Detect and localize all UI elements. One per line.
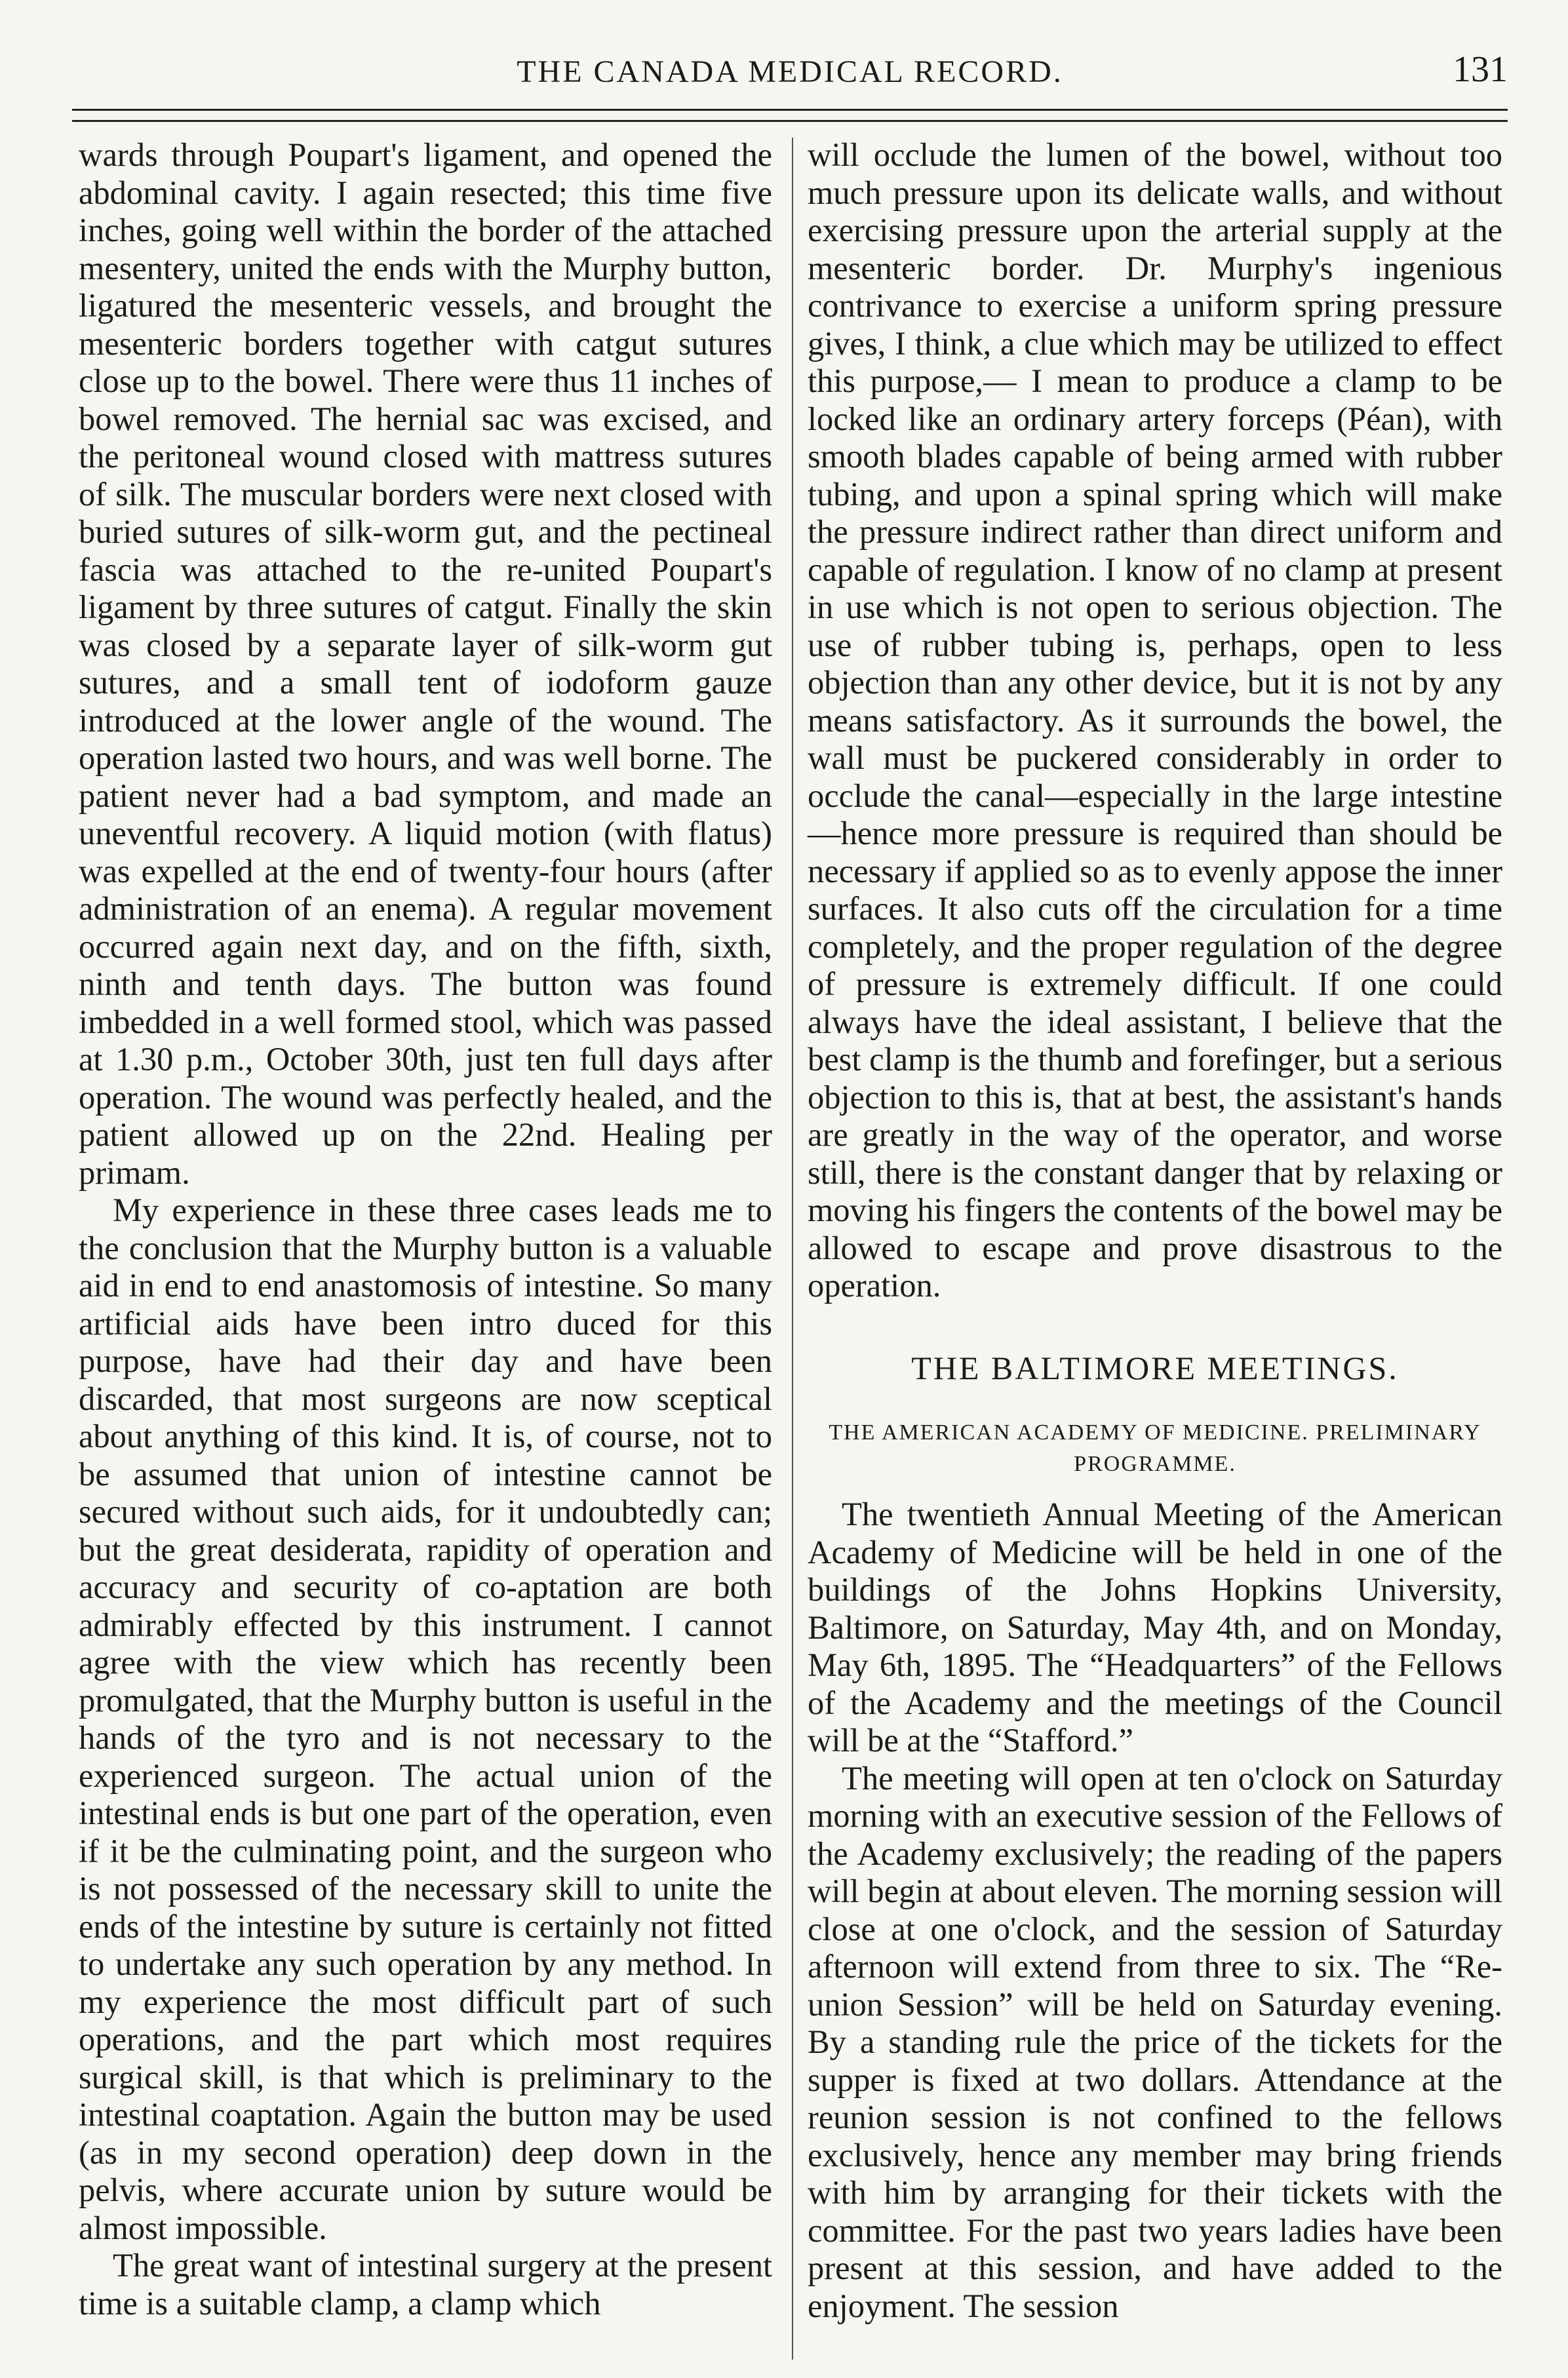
paragraph-case-report: wards through Poupart's ligament, and opened the abdominal cavity. I again resected; this time five inches, going well within the border of the attached mesentery, united the ends with the Murphy button, ligatured the mesenteric vessels, and brought the mesenteric borders together with catgut sutures close up to the bowel. There were thus 11 inches of bowel removed. The hernial sac was excised, and the peritoneal wound closed with mattress sutures of silk. The muscular borders were next closed with buried sutures of silk-worm gut, and the pectineal fascia was attached to the re-united Poupart's ligament by three sutures of catgut. Finally the skin was closed by a separate layer of silk-worm gut sutures, and a small tent of iodoform gauze introduced at the lower angle of the wound. The operation lasted two hours, and was well borne. The patient never had a bad symptom, and made an uneventful recovery. A liquid motion (with flatus) was expelled at the end of twenty-four hours (after administration of an enema). A regular movement occurred again next day, and on the fifth, sixth, ninth and tenth days. The button was found imbedded in a well formed stool, which was passed at 1.30 p.m., October 30th, just ten full days after operation. The wound was perfectly healed, and the patient allowed up on the 22nd. Healing per primam. (79, 136, 772, 1191)
paragraph-experience: My experience in these three cases leads me to the conclusion that the Murphy button is a valuable aid in end to end anastomosis of intestine. So many artificial aids have been intro duced for this purpose, have had their day and have been discarded, that most surgeons are now sceptical about anything of this kind. It is, of course, not to be assumed that union of intestine cannot be secured without such aids, for it undoubtedly can; but the great desiderata, rapidity of operation and accuracy and security of co-aptation are both admirably effected by this instrument. I cannot agree with the view which has recently been promulgated, that the Murphy button is useful in the hands of the tyro and is not necessary to the experienced surgeon. The actual union of the intestinal ends is but one part of the operation, even if it be the culminating point, and the surgeon who is not possessed of the necessary skill to unite the ends of the intestine by suture is certainly not fitted to undertake any such operation by any method. In my experience the most difficult part of such operations, and the part which most requires surgical skill, is that which is preliminary to the intestinal coaptation. Again the button may be used (as in my second operation) deep down in the pelvis, where accurate union by suture would be almost impossible. (79, 1192, 772, 2246)
left-column (79, 136, 772, 2322)
right-column (808, 136, 1502, 2325)
column-divider (792, 138, 793, 2360)
header-rule (72, 109, 1508, 122)
running-head (72, 49, 1508, 101)
journal-title: THE CANADA MEDICAL RECORD. (517, 54, 1063, 89)
paragraph-meeting-announcement: The twentieth Annual Meeting of the American Academy of Medicine will be held in one of the buildings of the Johns Hopkins University, Baltimore, on Saturday, May 4th, and on Monday, May 6th, 1895. The “Headquarters” of the Fellows of the Academy and the meetings of the Council will be at the “Stafford.” (808, 1496, 1502, 1759)
page-number: 131 (1453, 49, 1508, 90)
paragraph-clamp-intro: The great want of intestinal surgery at the present time is a suitable clamp, a clamp which (79, 2247, 772, 2322)
section-subhead: THE AMERICAN ACADEMY OF MEDICINE. PRELIMINARY PROGRAMME. (829, 1420, 1481, 1476)
paragraph-clamp-continued: will occlude the lumen of the bowel, without too much pressure upon its delicate walls, and without exercising pressure upon the arterial supply at the mesenteric border. Dr. Murphy's ingenious contrivance to exercise a uniform spring pressure gives, I think, a clue which may be utilized to effect this purpose,— I mean to produce a clamp to be locked like an ordinary artery forceps (Péan), with smooth blades capable of being armed with rubber tubing, and upon a spinal spring which will make the pressure indirect rather than direct uniform and capable of regulation. I know of no clamp at present in use which is not open to serious objection. The use of rubber tubing is, perhaps, open to less objection than any other device, but it is not by any means satisfactory. As it surrounds the bowel, the wall must be puckered considerably in order to occlude the canal—especially in the large intestine—hence more pressure is required than should be necessary if applied so as to evenly appose the inner surfaces. It also cuts off the circulation for a time completely, and the proper regulation of the degree of pressure is extremely difficult. If one could always have the ideal assistant, I believe that the best clamp is the thumb and forefinger, but a serious objection to this is, that at best, the assistant's hands are greatly in the way of the operator, and worse still, there is the constant danger that by relaxing or moving his fingers the contents of the bowel may be allowed to escape and prove disastrous to the operation. (808, 136, 1502, 1304)
paragraph-meeting-schedule: The meeting will open at ten o'clock on Saturday morning with an executive session of the Fellows of the Academy exclusively; the reading of the papers will begin at about eleven. The morning session will close at one o'clock, and the session of Saturday afternoon will extend from three to six. The “Re-union Session” will be held on Saturday evening. By a standing rule the price of the tickets for the supper is fixed at two dollars. Attendance at the reunion session is not confined to the fellows exclusively, hence any member may bring friends with him by arranging for their tickets with the committee. For the past two years ladies have been present at this session, and have added to the enjoyment. The session (808, 1759, 1502, 2324)
section-title: THE BALTIMORE MEETINGS. (911, 1349, 1399, 1386)
